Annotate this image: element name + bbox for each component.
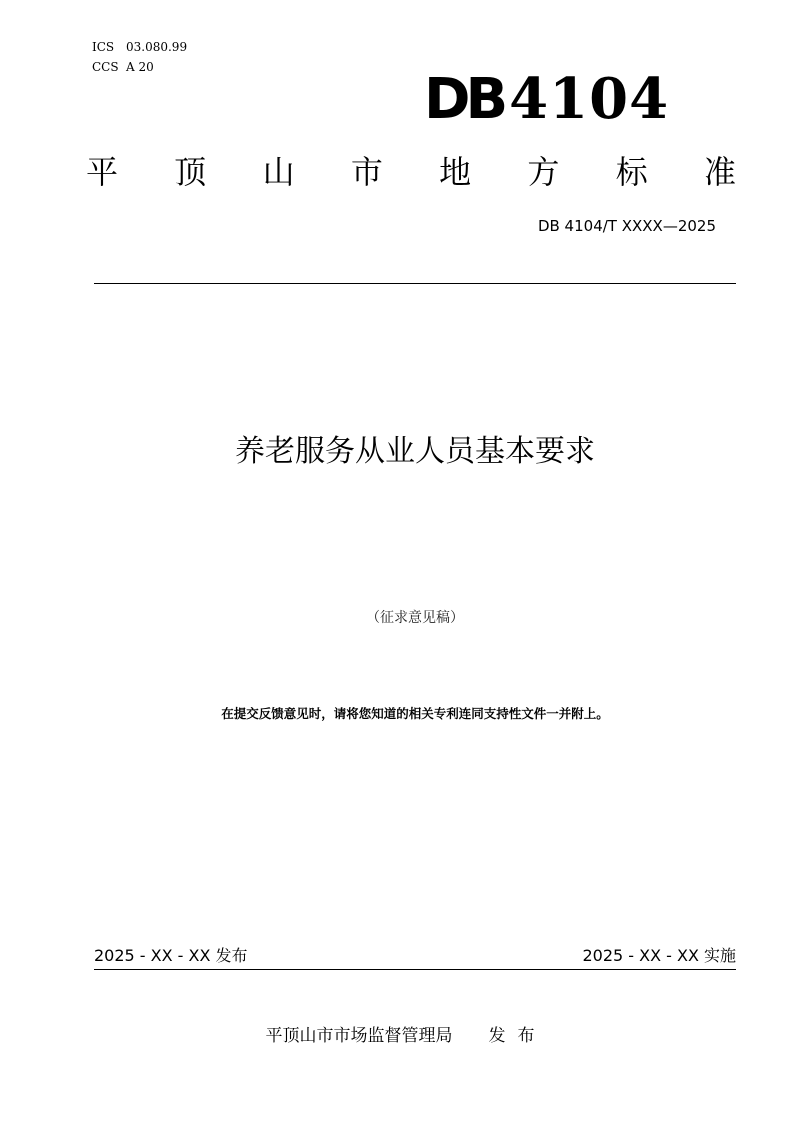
ccs-line	[92, 60, 154, 74]
draft-stage-label: （征求意见稿）	[366, 610, 464, 626]
standard-type-char: 市	[350, 153, 383, 191]
implementation-date: 2025 - XX - XX 实施	[582, 946, 736, 965]
issuer-name: 平顶山市市场监督管理局	[265, 1026, 453, 1046]
standard-number: DB 4104/T XXXX—2025	[537, 217, 716, 235]
standard-code-prefix: DB	[424, 67, 504, 132]
ccs-label: CCS	[92, 60, 119, 74]
standard-type-char: 方	[527, 153, 560, 191]
bottom-divider	[94, 969, 736, 970]
standard-type-char: 准	[703, 153, 736, 191]
ccs-value: A 20	[126, 60, 154, 74]
standard-type-char: 地	[439, 153, 472, 191]
standard-code	[424, 64, 669, 135]
top-divider	[94, 283, 736, 284]
ics-value: 03.080.99	[126, 40, 188, 54]
standard-type-heading	[86, 150, 736, 194]
patent-notice: 在提交反馈意见时，请将您知道的相关专利连同支持性文件一并附上。	[221, 706, 609, 721]
standard-type-char: 平	[86, 153, 119, 191]
issue-date: 2025 - XX - XX 发布	[94, 946, 248, 965]
ics-line	[92, 40, 187, 54]
standard-type-char: 标	[615, 153, 648, 191]
standard-type-char: 山	[262, 153, 295, 191]
standard-code-number: 4104	[509, 66, 670, 132]
ics-label: ICS	[92, 40, 115, 54]
standard-type-char: 顶	[174, 153, 207, 191]
document-title: 养老服务从业人员基本要求	[235, 434, 595, 469]
issuer-line	[0, 1022, 793, 1050]
issuer-action: 发布	[488, 1026, 547, 1046]
